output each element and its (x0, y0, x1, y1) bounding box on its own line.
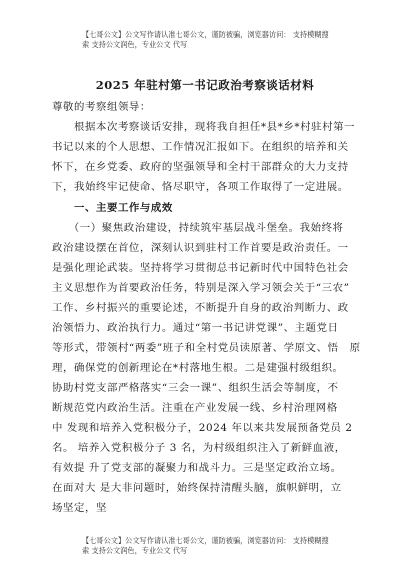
header-line-1: 【七哥公文】公文写作请认准七哥公文，谨防被骗，浏览器访问： 支持模糊搜 (82, 30, 329, 39)
body-line: 中 发现和培养入党积极分子，2024 年以来共发展预备党员 2 (52, 422, 353, 434)
body-line: 等形式，带领村“两委”班子和全村党员读原著、学原文、悟 原 (52, 342, 361, 354)
document-title: 2025 年驻村第一书记政治考察谈话材料 (95, 78, 315, 92)
header-line-2: 索 支持公文润色，专业公文 代写 (82, 40, 188, 49)
body-line: 协助村党支部严格落实“三会一课”、组织生活会等制度，不 (52, 382, 339, 394)
body-line: 场坚定，坚 (52, 502, 107, 514)
body-line: 尊敬的考察组领导： (52, 101, 151, 113)
body-line: 下，我始终牢记使命、恪尽职守，各项工作取得了一定进展。 (52, 181, 349, 193)
footer-line-1: 【七哥公文】公文写作请认准七哥公文，谨防被骗，浏览器访问： 支持模糊搜 (82, 536, 329, 545)
footer-line-2: 索 支持公文润色，专业公文 代写 (82, 546, 188, 555)
body-line: 工作、乡村振兴的重要论述，不断提升自身的政治判断力、政 (52, 302, 349, 314)
body-line: 怀下，在乡党委、政府的坚强领导和全村干部群众的大力支持 (52, 161, 349, 173)
body-line: 名。 培养入党积极分子 3 名，为村级组织注入了新鲜血液， (52, 442, 346, 454)
body-line: 主义思想作为首要政治任务，特别是深入学习领会关于“三农” (52, 282, 350, 294)
body-line: 政治建设摆在首位，深刻认识到驻村工作首要是政治责任。一 (52, 242, 349, 254)
body-line: 断规范党内政治生活。注重在产业发展一线、乡村治理网格 (52, 402, 338, 414)
body-line: 有效提 升了党支部的凝聚力和战斗力。三是坚定政治立场。 (52, 462, 342, 474)
body-line: 在面对大 是大非问题时，始终保持清醒头脑，旗帜鲜明，立 (52, 482, 342, 494)
section-heading: 一、主要工作与成效 (52, 202, 173, 214)
body-line: 治领悟力、政治执行力。通过“第一书记讲党课”、主题党日 (52, 322, 339, 334)
page-header (82, 30, 342, 50)
body-line: 根据本次考察谈话安排，现将我自担任*县*乡*村驻村第一 (52, 121, 356, 133)
body-line: 书记以来的个人思想、工作情况汇报如下。在组织的培养和关 (52, 141, 349, 153)
body-line: （一）聚焦政治建设，持续筑牢基层战斗堡垒。我始终将 (52, 222, 344, 234)
body-line: 是强化理论武装。坚持将学习贯彻总书记新时代中国特色社会 (52, 262, 349, 274)
page-footer (82, 536, 342, 556)
body-line: 理，确保党的创新理论在*村落地生根。二是建强村级组织。 (52, 362, 344, 374)
